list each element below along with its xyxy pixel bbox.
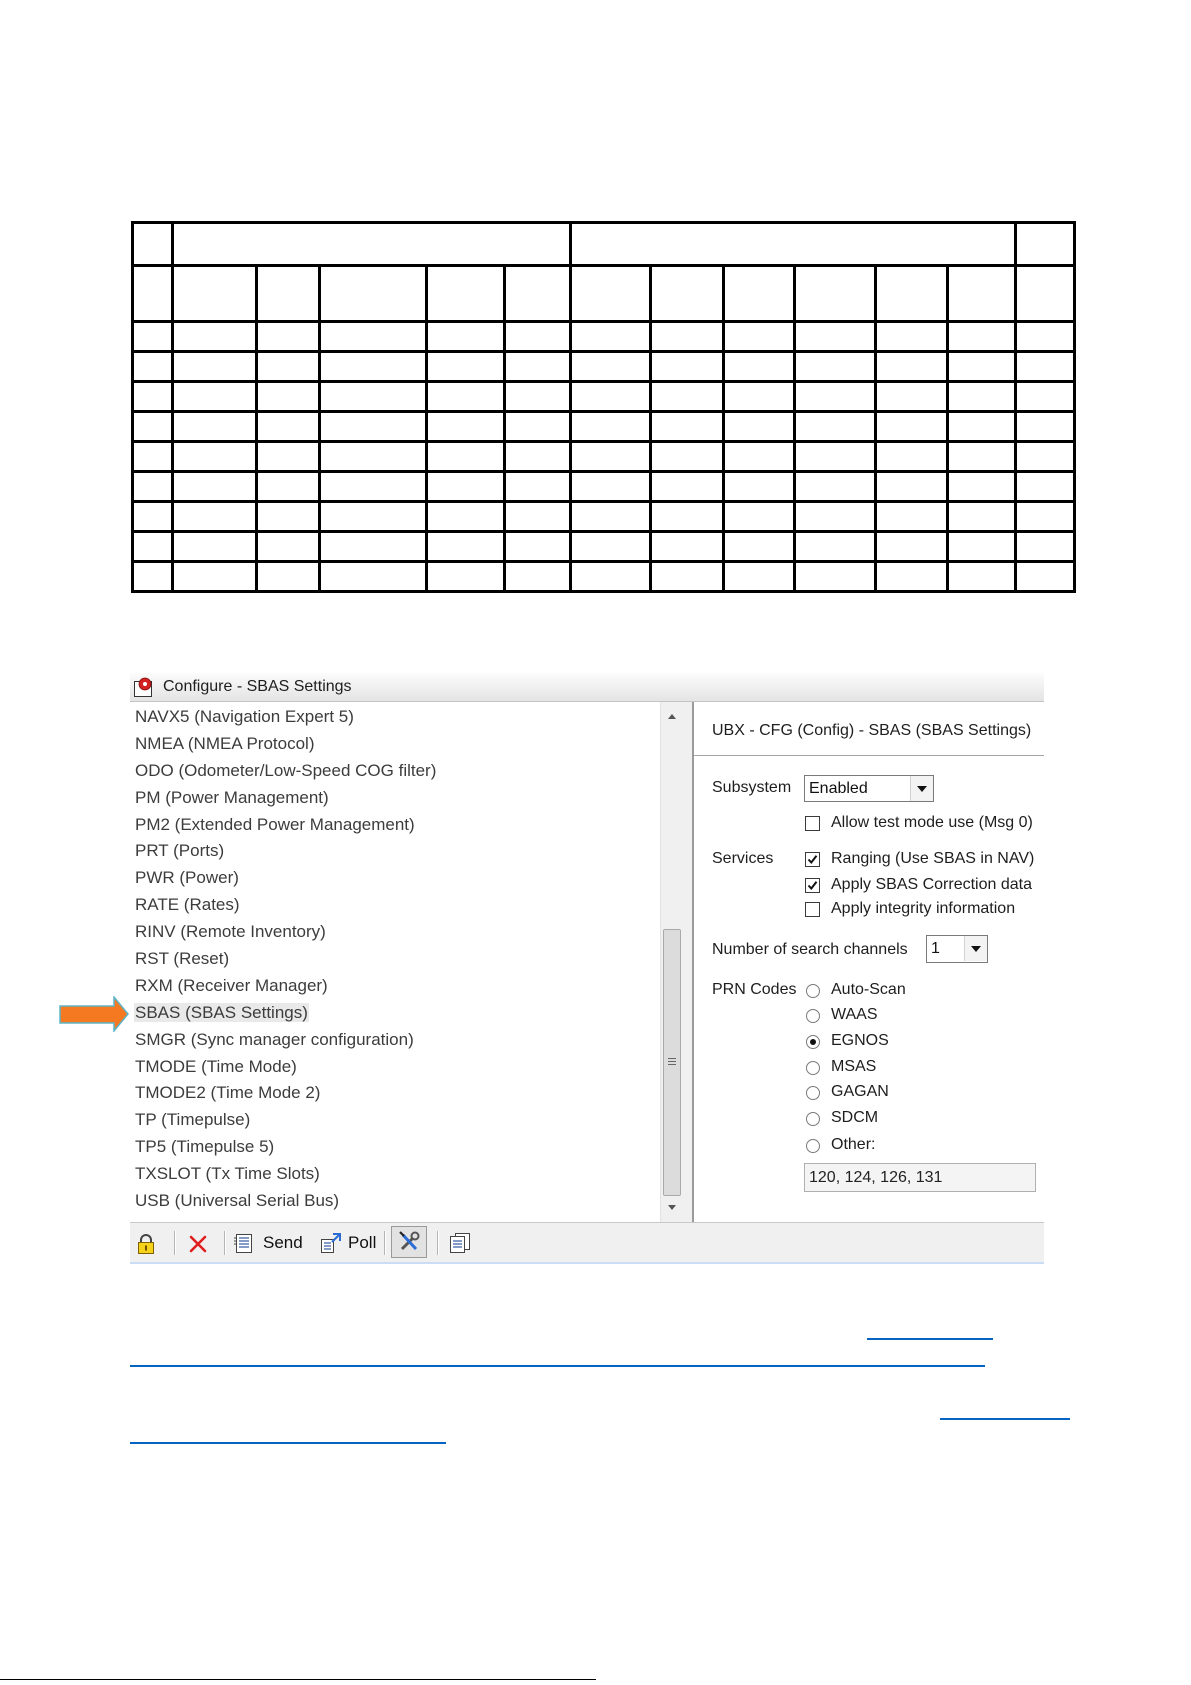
table-cell [427,382,505,412]
footnote-separator [0,1679,596,1680]
message-list-item[interactable] [130,1054,658,1081]
table-cell [427,322,505,352]
sbas-settings-panel [694,702,1044,1222]
table-body [133,223,1075,592]
message-list-item[interactable] [130,1000,658,1027]
table-row [133,502,1075,532]
message-list-item-label: NMEA (NMEA Protocol) [135,733,315,753]
table-row [133,562,1075,592]
ucenter-app-icon [133,676,155,698]
table-cell [571,352,651,382]
table-cell [651,352,724,382]
table-cell [651,502,724,532]
table-cell [320,382,427,412]
table-cell [1016,502,1075,532]
table-cell [505,412,571,442]
table-cell [571,322,651,352]
table-cell [795,502,876,532]
table-cell [133,382,173,412]
table-cell [173,532,257,562]
toolbar-bottom-strip [130,1262,1044,1264]
table-cell [571,412,651,442]
table-cell [948,502,1016,532]
message-list-item[interactable] [130,1134,658,1161]
table-cell [876,266,948,322]
apply-integrity-checkbox[interactable] [805,902,820,917]
prn-msas-label: MSAS [831,1058,877,1075]
table-row [133,322,1075,352]
table-cell [571,223,1016,266]
table-cell [427,502,505,532]
table-cell [173,223,571,266]
table-cell [320,322,427,352]
tools-icon [397,1230,421,1254]
table-cell [651,322,724,352]
lock-icon [134,1232,158,1256]
document-button[interactable] [447,1230,473,1256]
table-cell [427,562,505,592]
chevron-down-icon [917,786,927,792]
table-cell [427,412,505,442]
table-cell [795,322,876,352]
table-cell [948,472,1016,502]
test-mode-label: Allow test mode use (Msg 0) [831,814,1033,831]
message-list-item[interactable] [130,865,658,892]
poll-icon [319,1232,343,1254]
prn-auto-scan-radio[interactable] [806,984,820,998]
table-cell [505,266,571,322]
table-cell [724,352,795,382]
message-list-item-label: USB (Universal Serial Bus) [135,1191,340,1211]
message-list-item-label: ODO (Odometer/Low-Speed COG filter) [135,760,437,780]
subsystem-value: Enabled [809,780,868,797]
table-cell [724,562,795,592]
table-cell [1016,472,1075,502]
send-button[interactable] [233,1230,305,1256]
table-cell [320,442,427,472]
table-cell [257,442,320,472]
table-cell [257,382,320,412]
table-cell [651,266,724,322]
table-cell [948,266,1016,322]
prn-other-input[interactable] [804,1163,1036,1192]
table-cell [876,532,948,562]
table-cell [1016,412,1075,442]
checkmark-icon [807,880,818,891]
message-list-item-label: RINV (Remote Inventory) [135,922,326,942]
toolbar-separator [437,1231,438,1255]
table-cell [505,562,571,592]
table-cell [173,266,257,322]
table-row [133,352,1075,382]
prn-sdcm-radio[interactable] [806,1112,820,1126]
toolbar-separator [224,1231,225,1255]
lock-button[interactable] [134,1230,158,1256]
table-cell [173,442,257,472]
toolbar-separator [384,1231,385,1255]
table-cell [948,562,1016,592]
table-cell [948,382,1016,412]
table-cell [320,472,427,502]
bottom-toolbar [130,1222,1044,1264]
message-list-item-label: NAVX5 (Navigation Expert 5) [135,707,354,726]
table-cell [876,322,948,352]
table-row [133,442,1075,472]
table-cell [427,532,505,562]
table-cell [795,266,876,322]
table-cell [795,352,876,382]
ranging-label: Ranging (Use SBAS in NAV) [831,850,1035,867]
table-cell [505,322,571,352]
prn-gagan-label: GAGAN [831,1083,889,1100]
message-list-panel [130,702,683,1222]
services-label: Services [712,850,774,867]
table-cell [1016,382,1075,412]
message-list-item[interactable] [130,1188,658,1215]
table-cell [320,412,427,442]
table-cell [173,502,257,532]
table-cell [257,502,320,532]
table-cell [505,352,571,382]
message-list-item-label: RXM (Receiver Manager) [135,975,328,995]
window-title: Configure - SBAS Settings [163,678,352,695]
message-list-item[interactable] [130,785,658,812]
table-row [133,472,1075,502]
table-cell [724,412,795,442]
message-list-item[interactable] [130,704,658,731]
table-cell [795,442,876,472]
table-cell [133,472,173,502]
message-list-item-label: TXSLOT (Tx Time Slots) [135,1164,320,1184]
table-cell [724,442,795,472]
arrow-up-icon [668,714,676,719]
message-list-item-label: TMODE2 (Time Mode 2) [135,1083,321,1103]
table-cell [876,382,948,412]
table-cell [795,562,876,592]
checkmark-icon [807,854,818,865]
table-cell [257,352,320,382]
message-list-item[interactable] [130,812,658,839]
hyperlink-underline[interactable] [130,1442,446,1444]
table-cell [795,412,876,442]
prn-egnos-radio[interactable] [806,1035,820,1049]
table-cell [571,502,651,532]
hyperlink-underline[interactable] [867,1338,993,1340]
hyperlink-underline[interactable] [940,1418,1070,1420]
send-label: Send [263,1233,303,1252]
message-list-item-label: PM2 (Extended Power Management) [135,814,415,834]
table-cell [1016,223,1075,266]
table-cell [571,382,651,412]
table-cell [133,352,173,382]
table-cell [133,322,173,352]
table-cell [651,562,724,592]
table-cell [724,266,795,322]
table-cell [173,472,257,502]
prn-gagan-radio[interactable] [806,1086,820,1100]
table-cell [571,472,651,502]
message-list-item[interactable] [130,892,658,919]
message-list-item[interactable] [130,1107,658,1134]
table-row [133,223,1075,266]
prn-codes-label: PRN Codes [712,981,797,998]
table-cell [133,266,173,322]
scroll-down-button[interactable] [661,1192,683,1222]
table-cell [1016,562,1075,592]
message-list-item[interactable] [130,973,658,1000]
table-cell [173,352,257,382]
table-cell [876,502,948,532]
table-cell [505,442,571,472]
table-cell [1016,442,1075,472]
table-cell [505,502,571,532]
table-cell [427,442,505,472]
message-list-item-label: RATE (Rates) [135,895,240,915]
table-cell [571,442,651,472]
message-list-item-label: RST (Reset) [135,949,230,969]
subsystem-dropdown-button[interactable] [910,776,933,801]
ucenter-configure-window [130,673,1044,1264]
message-list-item-label: PM (Power Management) [135,787,329,807]
table-cell [427,266,505,322]
test-mode-checkbox[interactable] [805,816,820,831]
message-list-item[interactable] [130,1161,658,1188]
table-cell [133,562,173,592]
table-cell [876,472,948,502]
table-row [133,382,1075,412]
subsystem-dropdown[interactable] [804,775,934,802]
table-cell [133,442,173,472]
table-cell [505,382,571,412]
scroll-up-button[interactable] [661,702,683,732]
message-list-item[interactable] [130,838,658,865]
table-cell [505,472,571,502]
table-cell [571,562,651,592]
prn-auto-scan-label: Auto-Scan [831,981,906,998]
message-list-item-label: SBAS (SBAS Settings) [135,1002,308,1022]
table-cell [876,442,948,472]
message-list-item-label: SMGR (Sync manager configuration) [135,1029,414,1049]
table-cell [651,532,724,562]
poll-label: Poll [348,1233,377,1252]
poll-button[interactable] [319,1230,381,1256]
table-cell [948,352,1016,382]
subsystem-label: Subsystem [712,779,792,796]
message-list-item-label: TP (Timepulse) [135,1110,251,1130]
table-cell [795,472,876,502]
window-title-bar[interactable] [130,673,1044,702]
table-cell [1016,352,1075,382]
table-cell [724,322,795,352]
table-cell [320,352,427,382]
message-list-item[interactable] [130,919,658,946]
table-cell [651,412,724,442]
apply-correction-label: Apply SBAS Correction data [831,876,1032,893]
table-cell [320,532,427,562]
send-icon [233,1232,255,1254]
message-list-item-label: TMODE (Time Mode) [135,1056,297,1076]
table-cell [257,532,320,562]
search-channels-dropdown-button[interactable] [964,936,987,961]
table-cell [1016,532,1075,562]
table-cell [1016,266,1075,322]
orange-arrow-icon [59,996,129,1032]
message-list-item[interactable] [130,1080,658,1107]
table-cell [505,532,571,562]
table-cell [173,412,257,442]
table-cell [427,472,505,502]
grip-icon [668,1058,676,1059]
table-cell [571,532,651,562]
table-cell [724,472,795,502]
table-cell [948,532,1016,562]
table-cell [948,412,1016,442]
message-list-item-label: PRT (Ports) [135,841,225,861]
table-cell [173,382,257,412]
heading-divider [694,755,1044,756]
message-list-item-label: PWR (Power) [135,868,239,888]
search-channels-dropdown[interactable] [926,935,988,963]
table-cell [651,382,724,412]
prn-egnos-label: EGNOS [831,1032,889,1049]
table-row [133,532,1075,562]
apply-integrity-label: Apply integrity information [831,900,1016,917]
table-row [133,412,1075,442]
prn-other-radio[interactable] [806,1139,820,1153]
table-cell [257,266,320,322]
table-cell [427,352,505,382]
document-icon [447,1232,473,1254]
prn-other-label: Other: [831,1136,876,1153]
table-cell [1016,322,1075,352]
hyperlink-underline[interactable] [130,1365,985,1367]
search-channels-value: 1 [931,940,940,957]
table-cell [257,322,320,352]
search-channels-label: Number of search channels [712,941,908,958]
delete-button[interactable] [188,1230,208,1256]
table-cell [876,562,948,592]
table-cell [133,223,173,266]
table-cell [571,266,651,322]
scrollbar-thumb[interactable] [663,929,681,1196]
prn-waas-label: WAAS [831,1006,878,1023]
table-cell [320,502,427,532]
table-cell [133,412,173,442]
table-row [133,266,1075,322]
table-cell [724,382,795,412]
table-cell [133,502,173,532]
table-cell [320,562,427,592]
table-cell [651,472,724,502]
tools-button[interactable] [391,1226,427,1258]
table-cell [173,322,257,352]
data-table [131,221,1076,593]
chevron-down-icon [971,946,981,952]
table-cell [948,442,1016,472]
table-cell [257,472,320,502]
message-list[interactable] [130,704,658,1215]
table-cell [257,562,320,592]
table-cell [948,322,1016,352]
ranging-checkbox[interactable] [805,852,820,867]
message-list-item[interactable] [130,1027,658,1054]
vertical-scrollbar[interactable] [660,702,683,1222]
message-list-item[interactable] [130,946,658,973]
table-cell [133,532,173,562]
table-cell [795,532,876,562]
prn-msas-radio[interactable] [806,1061,820,1075]
table-cell [876,412,948,442]
table-cell [257,412,320,442]
toolbar-separator [174,1231,175,1255]
apply-correction-checkbox[interactable] [805,878,820,893]
message-list-item[interactable] [130,731,658,758]
message-list-item-label: TP5 (Timepulse 5) [135,1137,275,1157]
arrow-down-icon [668,1205,676,1210]
delete-icon [188,1234,208,1254]
table-cell [724,502,795,532]
table-cell [876,352,948,382]
table-cell [724,532,795,562]
table-cell [795,382,876,412]
table-cell [173,562,257,592]
prn-sdcm-label: SDCM [831,1109,879,1126]
table-cell [651,442,724,472]
message-list-item[interactable] [130,758,658,785]
panel-splitter[interactable] [683,702,694,1222]
prn-waas-radio[interactable] [806,1009,820,1023]
table-cell [320,266,427,322]
settings-heading: UBX - CFG (Config) - SBAS (SBAS Settings) [712,722,1032,739]
